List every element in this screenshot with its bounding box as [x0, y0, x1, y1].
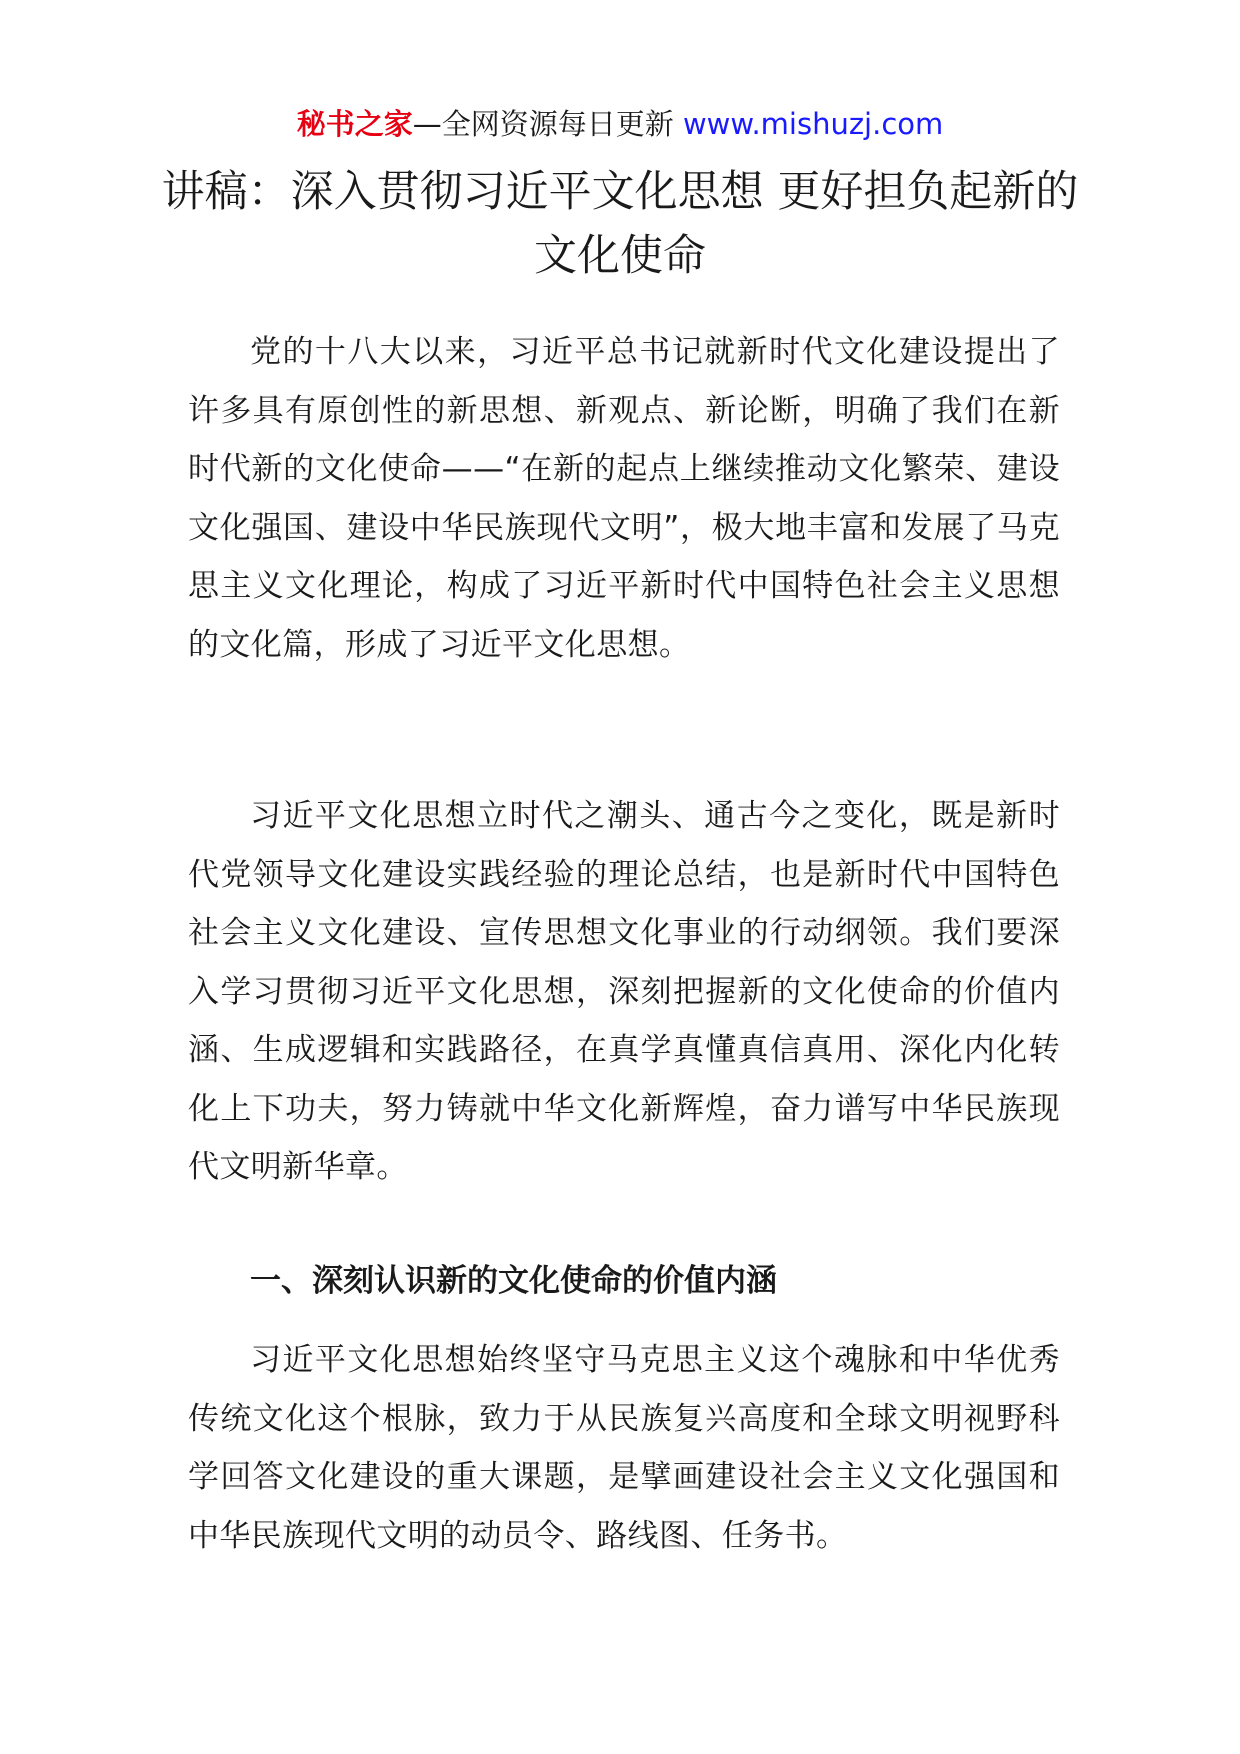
document-title: 讲稿：深入贯彻习近平文化思想 更好担负起新的文化使命: [161, 167, 1079, 281]
brand-name: 秘书之家: [296, 107, 413, 141]
site-url-link[interactable]: www.mishuzj.com: [682, 107, 944, 141]
site-header: [0, 104, 1240, 144]
body-paragraph-3: 习近平文化思想始终坚守马克思主义这个魂脉和中华优秀传统文化这个根脉，致力于从民族复兴高度和全球文明视野科学回答文化建设的重大课题，是擘画建设社会主义文化强国和中华民族现代文明的动员令、路线图、任务书。: [188, 1342, 1060, 1554]
header-tagline: —全网资源每日更新: [412, 107, 674, 141]
section-heading: 一、深刻认识新的文化使命的价值内涵: [250, 1263, 777, 1299]
body-paragraph-1: 党的十八大以来，习近平总书记就新时代文化建设提出了许多具有原创性的新思想、新观点、新论断，明确了我们在新时代新的文化使命——“在新的起点上继续推动文化繁荣、建设文化强国、建设中华民族现代文明”，极大地丰富和发展了马克思主义文化理论，构成了习近平新时代中国特色社会主义思想的文化篇，形成了习近平文化思想。: [188, 334, 1060, 663]
body-paragraph-2: 习近平文化思想立时代之潮头、通古今之变化，既是新时代党领导文化建设实践经验的理论总结，也是新时代中国特色社会主义文化建设、宣传思想文化事业的行动纲领。我们要深入学习贯彻习近平文化思想，深刻把握新的文化使命的价值内涵、生成逻辑和实践路径，在真学真懂真信真用、深化内化转化上下功夫，努力铸就中华文化新辉煌，奋力谱写中华民族现代文明新华章。: [188, 798, 1060, 1185]
